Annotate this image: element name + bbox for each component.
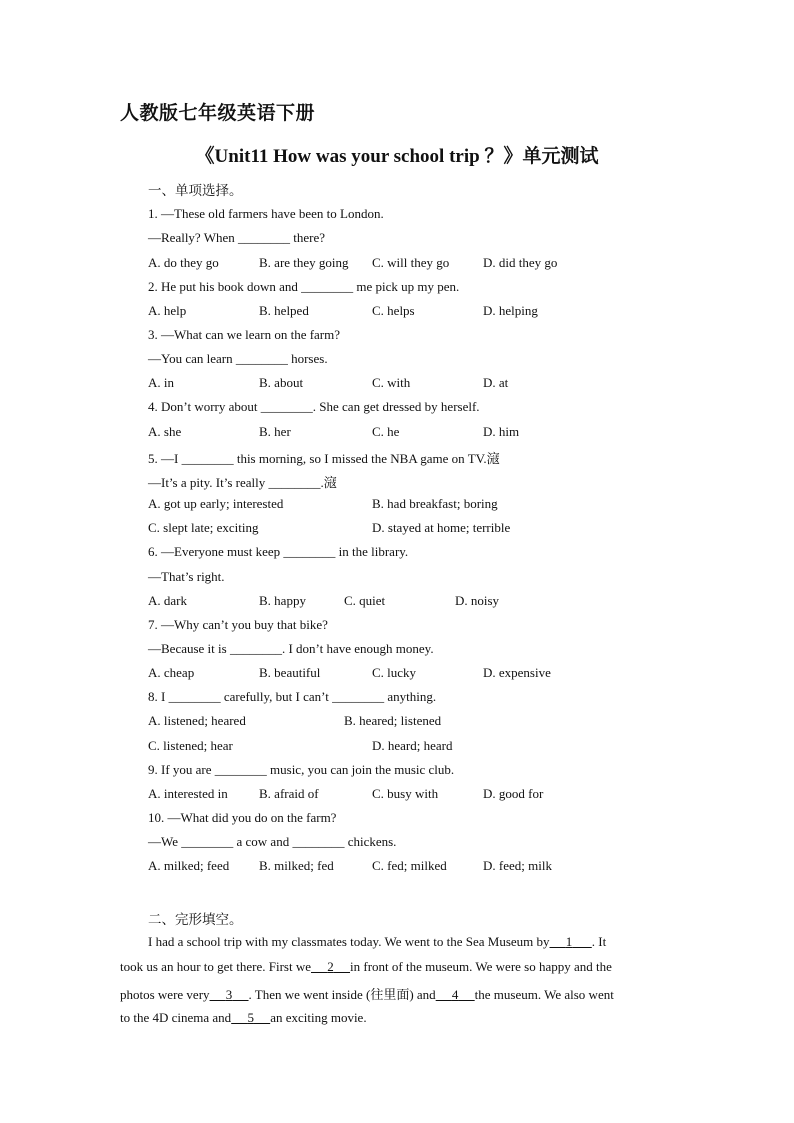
cloze-text: in front of the museum. We were so happy and the: [350, 959, 612, 974]
section1-heading: 一、单项选择。: [148, 183, 243, 198]
option-b: B. are they going: [259, 255, 349, 270]
option-d: D. did they go: [483, 255, 558, 270]
question-line: 10. —What did you do on the farm?: [148, 810, 337, 825]
option-a: A. milked; feed: [148, 858, 230, 873]
cloze-text: photos were very: [120, 987, 210, 1002]
option-c: C. quiet: [344, 593, 386, 608]
question-line: 7. —Why can’t you buy that bike?: [148, 617, 328, 632]
cloze-line: [120, 984, 674, 1003]
option-c: C. with: [372, 375, 411, 390]
question-line: 8. I ________ carefully, but I can’t ________ anything.: [148, 689, 437, 704]
option-d: D. him: [483, 424, 520, 439]
blank-number: 2: [327, 959, 334, 974]
option-a: A. listened; heared: [148, 713, 246, 728]
document-subtitle: 《Unit11 How was your school trip ？》单元测试: [195, 146, 599, 167]
question-line: 4. Don’t worry about ________. She can get dressed by herself.: [148, 399, 480, 414]
option-b: B. had breakfast; boring: [372, 496, 498, 511]
question-line: 5. —I ________ this morning, so I missed the NBA game on TV.滱: [148, 451, 500, 466]
option-c: C. he: [372, 424, 400, 439]
option-c: C. busy with: [372, 786, 439, 801]
cloze-text: . Then we went inside (往里面) and: [248, 987, 436, 1002]
option-c: C. fed; milked: [372, 858, 447, 873]
question-line: 6. —Everyone must keep ________ in the library.: [148, 544, 409, 559]
option-d: D. noisy: [455, 593, 500, 608]
option-c: C. helps: [372, 303, 415, 318]
option-a: A. interested in: [148, 786, 228, 801]
option-b: B. beautiful: [259, 665, 321, 680]
option-a: A. help: [148, 303, 187, 318]
cloze-line: [148, 934, 674, 950]
option-a: A. dark: [148, 593, 187, 608]
cloze-text: the museum. We also went: [474, 987, 614, 1002]
blank-number: 4: [451, 987, 459, 1002]
cloze-blank: [436, 987, 475, 1002]
question-line: 3. —What can we learn on the farm?: [148, 327, 341, 342]
option-a: A. do they go: [148, 255, 219, 270]
cloze-line: [120, 959, 674, 975]
blank-number: 5: [247, 1010, 254, 1025]
option-a: A. she: [148, 424, 182, 439]
option-c: C. lucky: [372, 665, 417, 680]
question-line: —Really? When ________ there?: [148, 230, 326, 245]
document-title: 人教版七年级英语下册: [120, 103, 316, 124]
option-b: B. milked; fed: [259, 858, 334, 873]
question-line: 9. If you are ________ music, you can join the music club.: [148, 762, 455, 777]
blank-number: 3: [225, 987, 233, 1002]
question-line: —You can learn ________ horses.: [148, 351, 328, 366]
option-c: C. listened; hear: [148, 738, 233, 753]
question-line: 1. —These old farmers have been to London.: [148, 206, 384, 221]
cloze-line: [120, 1010, 674, 1026]
option-c: C. will they go: [372, 255, 450, 270]
cloze-blank: [311, 959, 350, 974]
option-b: B. heared; listened: [344, 713, 442, 728]
option-b: B. helped: [259, 303, 309, 318]
question-line: —Because it is ________. I don’t have enough money.: [148, 641, 434, 656]
option-a: A. in: [148, 375, 174, 390]
option-d: D. at: [483, 375, 509, 390]
blank-number: 1: [565, 934, 573, 949]
cloze-blank: [550, 934, 592, 949]
option-b: B. afraid of: [259, 786, 319, 801]
option-d: D. stayed at home; terrible: [372, 520, 511, 535]
option-b: B. her: [259, 424, 291, 439]
cloze-blank: [231, 1010, 270, 1025]
option-d: D. expensive: [483, 665, 551, 680]
option-d: D. feed; milk: [483, 858, 552, 873]
cloze-text: to the 4D cinema and: [120, 1010, 232, 1025]
cloze-blank: [210, 987, 249, 1002]
option-a: A. got up early; interested: [148, 496, 284, 511]
question-line: —That’s right.: [148, 569, 225, 584]
option-d: D. good for: [483, 786, 544, 801]
option-c: C. slept late; exciting: [148, 520, 259, 535]
question-line: —It’s a pity. It’s really ________.滱: [148, 475, 337, 490]
option-d: D. helping: [483, 303, 538, 318]
option-d: D. heard; heard: [372, 738, 453, 753]
cloze-text: an exciting movie.: [270, 1010, 367, 1025]
cloze-text: . It: [591, 934, 607, 949]
option-a: A. cheap: [148, 665, 195, 680]
question-line: 2. He put his book down and ________ me pick up my pen.: [148, 279, 460, 294]
question-line: —We ________ a cow and ________ chickens.: [148, 834, 397, 849]
option-b: B. about: [259, 375, 304, 390]
cloze-text: I had a school trip with my classmates today. We went to the Sea Museum by: [148, 934, 550, 949]
option-b: B. happy: [259, 593, 306, 608]
section2-heading: 二、完形填空。: [148, 912, 243, 927]
cloze-text: took us an hour to get there. First we: [120, 959, 311, 974]
